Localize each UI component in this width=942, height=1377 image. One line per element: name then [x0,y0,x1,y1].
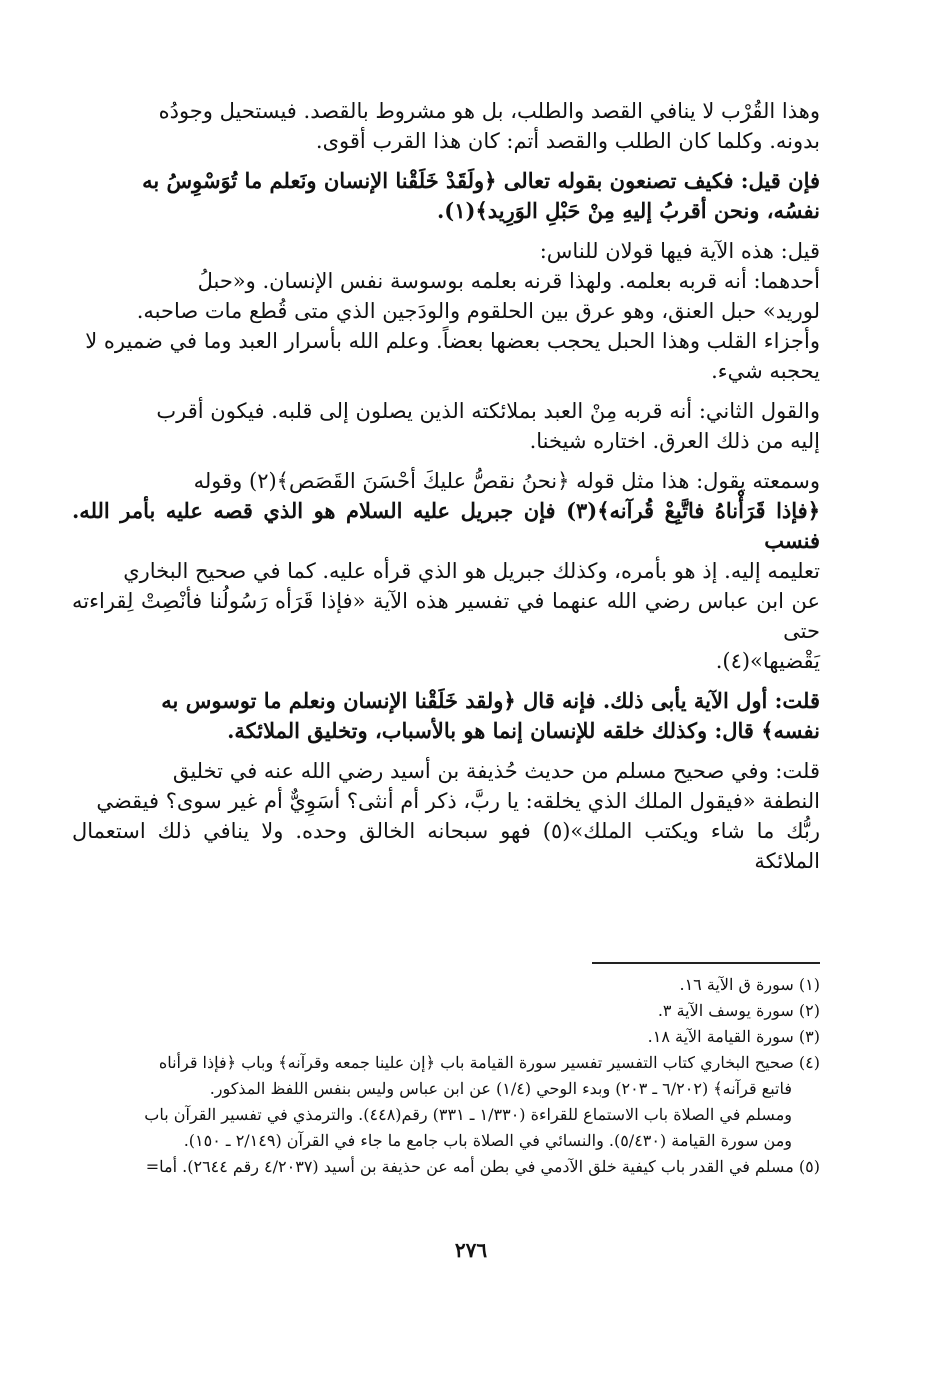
main-text [72,96,820,886]
text-line: نفسه﴾ قال: وكذلك خلقه للإنسان إنما هو بالأسباب، وتخليق الملائكة. [227,718,820,743]
text-line: نفسُه، ونحن أقربُ إليهِ مِنْ حَبْلِ الوَرِيد﴾(١). [436,198,820,223]
text-line: وهذا القُرْب لا ينافي القصد والطلب، بل هو مشروط بالقصد. فيستحيل وجودُه [158,99,820,123]
text-line: وأجزاء القلب وهذا الحبل يحجب بعضها بعضاً. وعلم الله بأسرار العبد وما في ضميره لا [85,329,820,353]
paragraph-5 [72,466,820,676]
footnote-divider [592,962,820,964]
footnotes [88,972,820,1180]
footnote-4 [88,1050,820,1154]
text-line: يحجبه شيء. [711,359,820,383]
text-line: بدونه. وكلما كان الطلب والقصد أتم: كان هذا القرب أقوى. [315,129,820,153]
text-line: ربُّك ما شاء ويكتب الملك»(٥) فهو سبحانه الخالق وحده. ولا ينافي ذلك استعمال الملائكة [72,819,820,873]
text-line: قلت: أول الآية يأبى ذلك. فإنه قال ﴿ولقد خَلَقْنا الإنسان ونعلم ما توسوس به [161,688,820,713]
text-line: النطفة «فيقول الملك الذي يخلقه: يا ربَّ، ذكر أم أنثى؟ أسَوِيٌّ أم غير سوى؟ فيقضي [96,789,820,813]
paragraph-4 [72,396,820,456]
paragraph-3 [72,236,820,386]
paragraph-1 [72,96,820,156]
footnote-5: (٥) مسلم في القدر باب كيفية خلق الآدمي في بطن أمه عن حذيفة بن أسيد (٤/٢٠٣٧ رقم ٢٦٤٤). أما= [145,1157,820,1176]
paragraph-6 [72,686,820,746]
text-line: ﴿فإذا قَرَأْناهُ فاتَّبِعْ قُرآنه﴾(٣) فإن جبريل عليه السلام هو الذي قصه عليه بأمر الله. فنسب [72,498,820,553]
text-line: قلت: وفي صحيح مسلم من حديث حُذيفة بن أسيد رضي الله عنه في تخليق [172,759,820,783]
footnote-2: (٢) سورة يوسف الآية ٣. [657,1001,820,1020]
text-line: تعليمه إليه. إذ هو بأمره، وكذلك جبريل هو الذي قرأه عليه. كما في صحيح البخاري [123,559,820,583]
footnote-line: فاتبع قرآنه﴾ (٦/٢٠٢ ـ ٢٠٣) وبدء الوحي (١/٤) عن ابن عباس وليس بنفس اللفظ المذكور. [209,1079,792,1098]
footnote-line: (٤) صحيح البخاري كتاب التفسير تفسير سورة القيامة باب ﴿إن علينا جمعه وقرآنه﴾ وباب ﴿فإذا قرأناه [158,1053,820,1072]
footnote-1: (١) سورة ق الآية ١٦. [679,975,820,994]
footnote-line: ومن سورة القيامة (٥/٤٣٠). والنسائي في الصلاة باب جامع ما جاء في القرآن (٢/١٤٩ ـ ١٥٠). [183,1131,792,1150]
footnote-3: (٣) سورة القيامة الآية ١٨. [647,1027,820,1046]
text-line: قيل: هذه الآية فيها قولان للناس: [539,239,820,263]
text-line: لوريد» حبل العنق، وهو عرق بين الحلقوم والودَجين الذي متى قُطع مات صاحبه. [136,299,820,323]
text-line: يَقْضيها»(٤). [715,649,820,673]
text-line: أحدهما: أنه قربه بعلمه. ولهذا قرنه بعلمه بوسوسة نفس الإنسان. و«حبلُ [197,269,820,293]
footnote-line: ومسلم في الصلاة باب الاستماع للقراءة (١/٣٣٠ ـ ٣٣١) رقم(٤٤٨). والترمذي في تفسير القرآن باب [144,1105,792,1124]
text-line: إليه من ذلك العرق. اختاره شيخنا. [529,429,820,453]
text-line: فإن قيل: فكيف تصنعون بقوله تعالى ﴿ولَقَدْ خَلَقْنا الإنسان ونَعلم ما تُوَسْوِسُ به [142,168,820,193]
text-line: وسمعته يقول: هذا مثل قوله ﴿نحنُ نقصُّ عليكَ أحْسَنَ القَصَص﴾(٢) وقوله [193,469,820,493]
page-number: ٢٧٦ [454,1238,488,1262]
paragraph-7 [72,756,820,876]
text-line: والقول الثاني: أنه قربه مِنْ العبد بملائكته الذين يصلون إلى قلبه. فيكون أقرب [156,399,820,423]
paragraph-2 [72,166,820,226]
text-line: عن ابن عباس رضي الله عنهما في تفسير هذه الآية «فإذا قَرَأه رَسُولُنا فأنْصِتْ لِقراءته حتى [72,589,820,643]
